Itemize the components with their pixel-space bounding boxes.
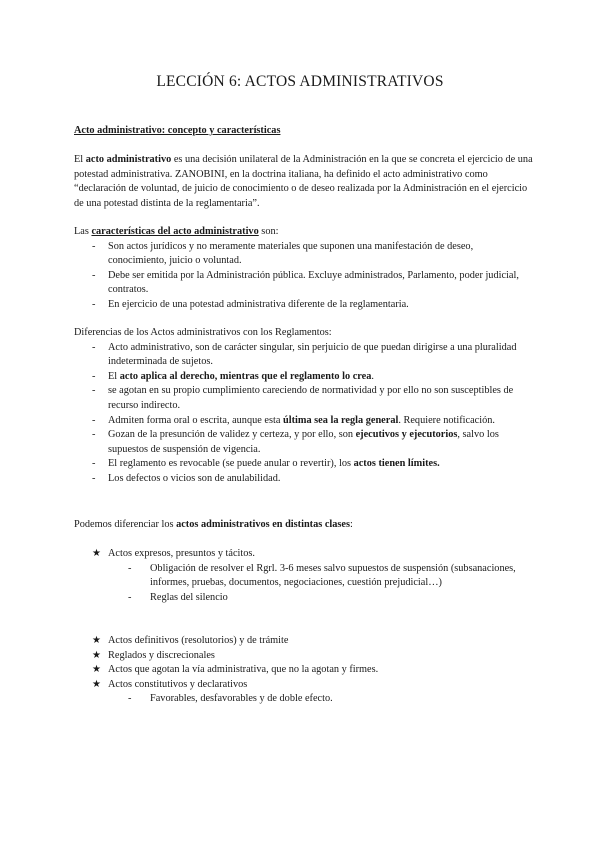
bold-term: características del acto administrativo [91, 226, 259, 237]
star-item-label: Actos que agotan la vía administrativa, que no la agotan y firmes. [108, 664, 379, 676]
star-list-item [74, 547, 534, 562]
sub-list [74, 692, 534, 707]
text-run: . Requiere notificación. [398, 414, 495, 426]
sub-list-item: - Obligación de resolver el Rgrl. 3-6 meses salvo supuestos de suspensión (subsanaciones, informes, pruebas, documentos, negociaciones, cuestión prejudicial…) [128, 562, 534, 591]
classes-group-2 [74, 634, 534, 707]
text-run: Las [74, 226, 92, 237]
list-item: - Acto administrativo, son de carácter singular, sin perjuicio de que puedan dirigirse a una pluralidad indeterminada de sujetos. [74, 341, 534, 370]
star-icon: ★ [92, 664, 101, 676]
star-list-item [74, 634, 534, 649]
star-list [74, 634, 534, 692]
section-heading [74, 124, 534, 139]
text-run: El reglamento es revocable (se puede anular o revertir), los [108, 458, 354, 470]
section-heading-text: Acto administrativo: concepto y características [74, 125, 281, 136]
list-item: - se agotan en su propio cumplimiento careciendo de normatividad y por ello no son susceptibles de recurso indirecto. [74, 384, 534, 413]
star-icon: ★ [92, 548, 101, 559]
classes-group-1 [74, 547, 534, 605]
bold-term: actos tienen límites. [353, 458, 440, 470]
characteristics-intro [74, 225, 534, 240]
star-item-label: Reglados y discrecionales [108, 649, 215, 661]
star-list-item [74, 678, 534, 693]
star-item-label: Actos expresos, presuntos y tácitos. [108, 548, 255, 559]
text-run: son: [258, 226, 279, 237]
page-title: LECCIÓN 6: ACTOS ADMINISTRATIVOS [156, 73, 444, 90]
list-item [74, 428, 534, 457]
star-list [74, 547, 534, 562]
text-run: El [108, 370, 120, 382]
bold-term: acto aplica al derecho, mientras que el reglamento lo crea [119, 370, 372, 382]
star-icon: ★ [92, 678, 101, 690]
text-run: es una decisión unilateral de la Administración en la que se concreta el ejercicio de una potestad administrativa. ZANOBINI, en la doctrina italiana, ha definido el acto administrativo como “declaración de voluntad, de juicio de conocimiento o de deseo realizada por la Administración en el ejercicio de una potestad distinta de la reglamentaria”. [74, 154, 533, 209]
list-item [74, 370, 534, 385]
text-run: . [371, 370, 374, 382]
differences-intro: Diferencias de los Actos administrativos con los Reglamentos: [74, 327, 332, 338]
intro-paragraph [74, 153, 534, 211]
text-run: Gozan de la presunción de validez y certeza, y por ello, son [108, 429, 356, 441]
list-item [74, 414, 534, 429]
differences-section [74, 326, 534, 487]
differences-list [74, 341, 534, 487]
bold-term: acto administrativo [85, 154, 172, 165]
sub-list-item: - Favorables, desfavorables y de doble efecto. [128, 692, 534, 707]
text-run: Admiten forma oral o escrita, aunque esta [108, 414, 283, 426]
list-item: - Los defectos o vicios son de anulabilidad. [74, 472, 534, 487]
characteristics-section [74, 225, 534, 313]
list-item [74, 457, 534, 472]
star-list-item [74, 649, 534, 664]
star-list-item [74, 663, 534, 678]
bold-term: última sea la regla general [282, 414, 399, 426]
text-run: Podemos diferenciar los [74, 519, 177, 530]
list-item: - En ejercicio de una potestad administrativa diferente de la reglamentaria. [74, 298, 534, 313]
classes-intro [74, 518, 534, 533]
characteristics-list [74, 240, 534, 313]
sub-list [74, 562, 534, 606]
bold-term: actos administrativos en distintas clases [176, 519, 350, 530]
star-item-label: Actos constitutivos y declarativos [108, 678, 248, 690]
text-run: , salvo los supuestos de suspensión de vigencia. [108, 429, 499, 455]
list-item: - Debe ser emitida por la Administración pública. Excluye administrados, Parlamento, poder judicial, contratos. [74, 269, 534, 298]
list-item: - Son actos jurídicos y no meramente materiales que suponen una manifestación de deseo, conocimiento, juicio o voluntad. [74, 240, 534, 269]
text-run: : [350, 519, 353, 530]
text-run: El [74, 154, 86, 165]
star-icon: ★ [92, 649, 101, 661]
star-icon: ★ [92, 635, 101, 646]
star-item-label: Actos definitivos (resolutorios) y de trámite [108, 635, 289, 646]
sub-list-item: - Reglas del silencio [128, 591, 534, 606]
bold-term: ejecutivos y ejecutorios [355, 429, 458, 441]
